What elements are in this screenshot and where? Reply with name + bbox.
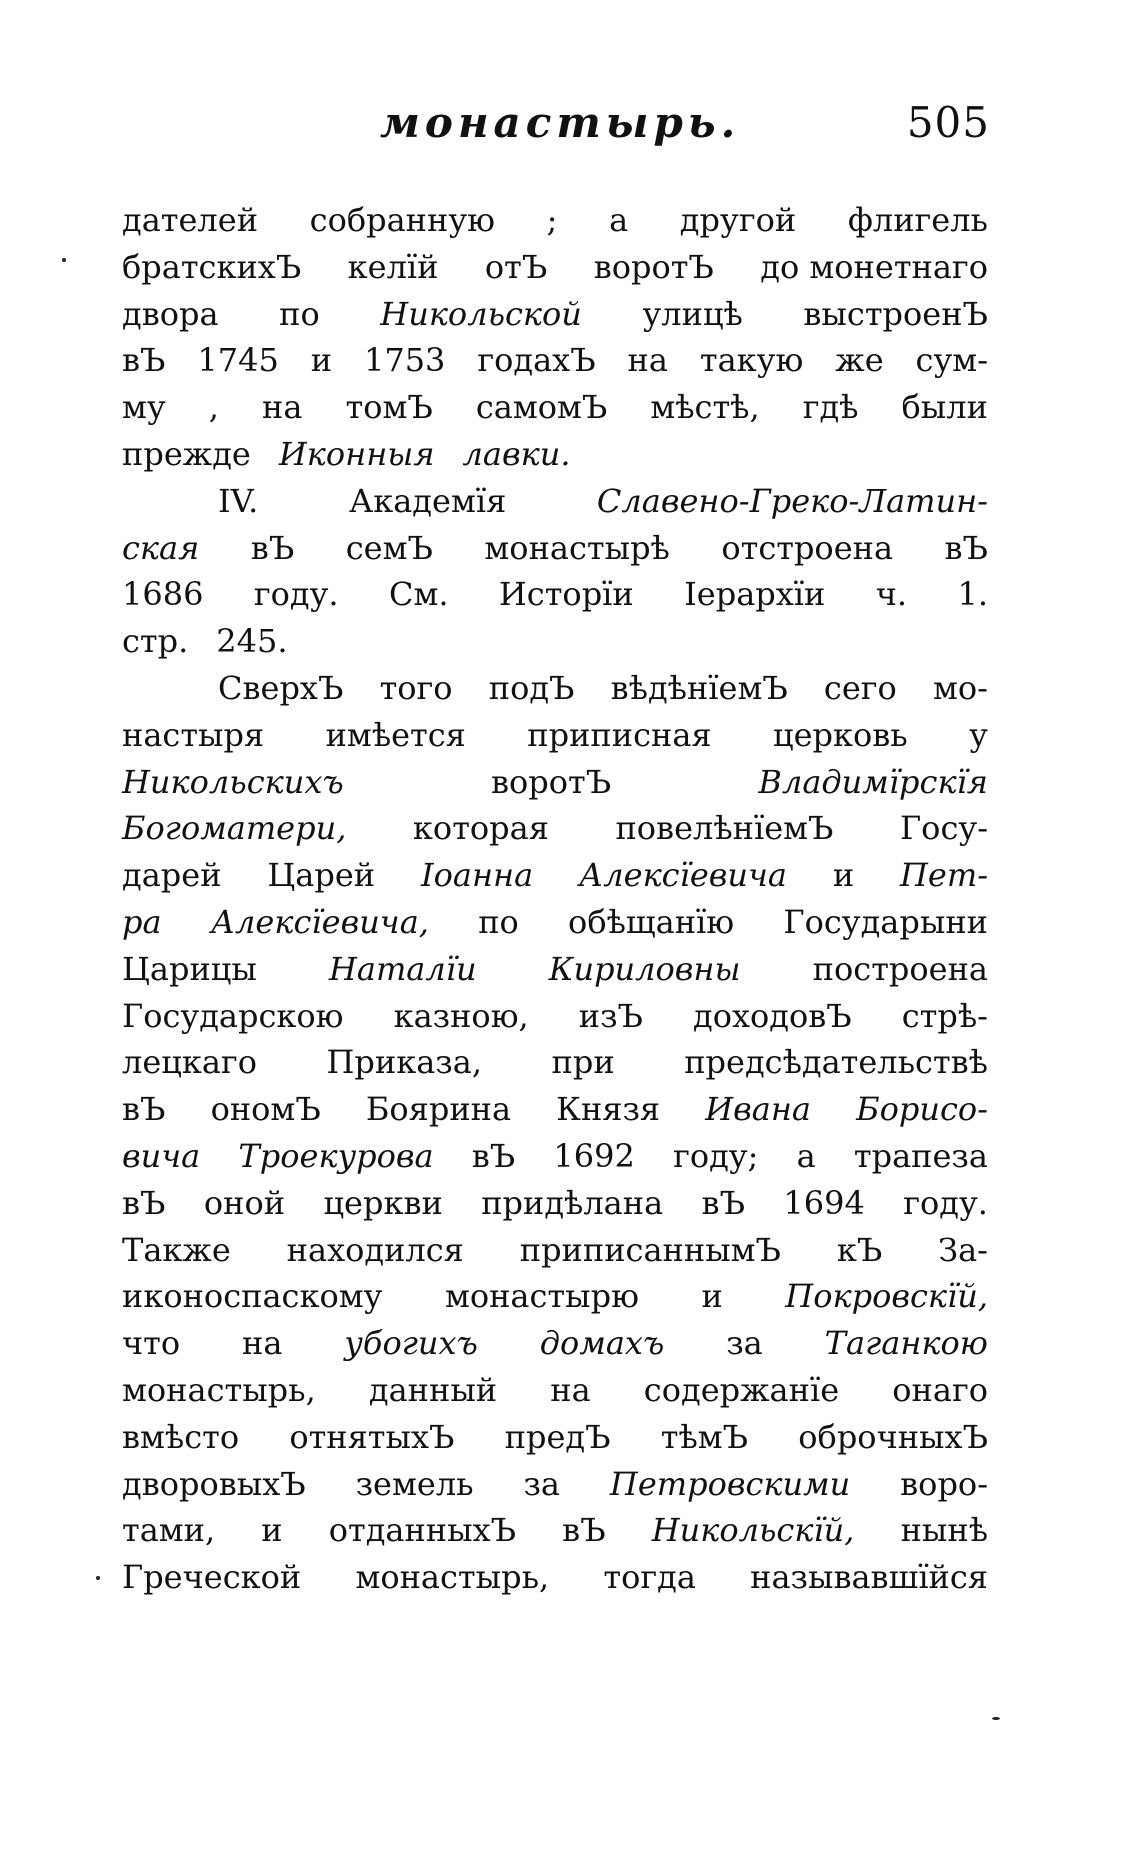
- word: Троекурова: [238, 1136, 434, 1175]
- word: тогда: [603, 1558, 696, 1597]
- text-line: [122, 1086, 988, 1133]
- word: Iоанна: [420, 856, 534, 895]
- text-line: [122, 946, 988, 993]
- word: Боярина: [365, 1090, 512, 1129]
- word: 1745: [197, 341, 279, 380]
- word: Таганкою: [824, 1324, 988, 1363]
- word: Государскою: [122, 996, 344, 1035]
- word: на: [627, 341, 668, 380]
- word: тами,: [122, 1511, 216, 1550]
- word: вмѣсто: [122, 1417, 240, 1456]
- word: казною,: [393, 996, 529, 1035]
- word: двора: [122, 294, 219, 333]
- word: повелѣнїемЪ: [615, 809, 834, 848]
- text-line: [122, 1133, 988, 1180]
- word: находился: [286, 1230, 464, 1269]
- word: на: [550, 1370, 591, 1409]
- word: 245.: [216, 622, 288, 661]
- word: оной: [203, 1183, 286, 1222]
- word: отнятыхЪ: [289, 1417, 455, 1456]
- word: иконоспаскому: [122, 1277, 383, 1316]
- word: на: [242, 1324, 283, 1363]
- word: предсѣдательствѣ: [684, 1043, 988, 1082]
- word: дателей: [122, 201, 259, 239]
- word: оброчныхЪ: [798, 1417, 988, 1456]
- text-line: [122, 1273, 988, 1320]
- word: и: [832, 856, 855, 895]
- word: которая: [412, 809, 549, 848]
- print-speck: [96, 1576, 100, 1580]
- word: вЪ: [122, 1183, 166, 1222]
- word: Алексїевича,: [210, 902, 429, 941]
- word: Борисо-: [856, 1090, 988, 1129]
- text-line: [122, 244, 988, 291]
- word: Ивана: [705, 1090, 811, 1129]
- word: сего: [823, 668, 897, 707]
- word: 1694: [783, 1183, 865, 1222]
- word: вЪ: [701, 1183, 745, 1222]
- word: отстроена: [721, 528, 894, 567]
- word: См.: [388, 575, 449, 614]
- word: ч.: [875, 575, 908, 614]
- word: Славено-Греко-Латин-: [596, 481, 988, 520]
- running-head-title: монастырь.: [380, 98, 741, 147]
- word: Наталїи: [328, 949, 477, 988]
- word: вЪ: [250, 528, 295, 567]
- word: Iерархїи: [684, 575, 826, 614]
- word: 1692: [553, 1136, 635, 1175]
- word: у: [969, 715, 988, 754]
- word: монастырь,: [122, 1370, 316, 1409]
- word: построена: [812, 949, 988, 988]
- word: придѣлана: [481, 1183, 664, 1222]
- text-line: [122, 665, 988, 712]
- word: вѣдѣнїемЪ: [610, 668, 788, 707]
- word: стр.: [122, 622, 189, 661]
- word: убогихъ: [344, 1324, 478, 1363]
- word: же: [835, 341, 884, 380]
- word: Приказа,: [326, 1043, 482, 1082]
- word: Государыни: [783, 902, 988, 941]
- word: му: [122, 388, 166, 427]
- text-line: [122, 759, 988, 806]
- word: доходовЪ: [693, 996, 852, 1035]
- text-line: [122, 1320, 988, 1367]
- word: прежде: [122, 434, 251, 473]
- word: земель: [355, 1464, 474, 1503]
- word: по: [478, 902, 519, 941]
- body-text: [122, 197, 988, 1601]
- text-line: [122, 571, 988, 618]
- text-line: [122, 431, 988, 478]
- word: отЪ: [484, 247, 548, 286]
- word: ра: [122, 902, 162, 941]
- text-line: [122, 1367, 988, 1414]
- print-speck: [62, 258, 66, 262]
- word: приписная: [527, 715, 712, 754]
- word: Иконныя: [278, 434, 435, 473]
- word: году;: [673, 1136, 759, 1175]
- word: дарей: [122, 856, 222, 895]
- text-line: [122, 478, 988, 525]
- word: монастырю: [444, 1277, 639, 1316]
- word: году.: [903, 1183, 988, 1222]
- word: и: [701, 1277, 723, 1316]
- word: воротЪ: [490, 762, 612, 801]
- word: томЪ: [345, 388, 433, 427]
- word: улицѣ: [642, 294, 743, 333]
- word: содержанїе: [643, 1370, 840, 1409]
- word: лавки.: [462, 434, 571, 473]
- word: кЪ: [836, 1230, 883, 1269]
- word: церкви: [323, 1183, 443, 1222]
- print-speck: [992, 1717, 1000, 1720]
- word: Греческой: [122, 1558, 302, 1597]
- text-line: [122, 337, 988, 384]
- word: Князя: [556, 1090, 661, 1129]
- word: 1753: [363, 341, 446, 380]
- word: а: [796, 1136, 816, 1175]
- text-line: [122, 1414, 988, 1461]
- text-line: [122, 993, 988, 1040]
- word: 1686: [122, 575, 204, 614]
- word: ономЪ: [210, 1090, 321, 1129]
- word: 1.: [957, 575, 988, 614]
- word: такую: [699, 341, 804, 380]
- word: стрѣ-: [901, 996, 988, 1035]
- text-line: [122, 899, 988, 946]
- word: За-: [938, 1230, 988, 1269]
- word: другой: [679, 201, 797, 239]
- word: выстроенЪ: [803, 294, 988, 333]
- word: монастырь,: [355, 1558, 550, 1597]
- word: братскихЪ: [122, 247, 302, 286]
- word: самомЪ: [475, 388, 608, 427]
- word: онаго: [892, 1370, 988, 1409]
- word: годахЪ: [477, 341, 596, 380]
- word: вЪ: [944, 528, 988, 567]
- text-line: [122, 1507, 988, 1554]
- word: Пет-: [900, 856, 988, 895]
- word: Никольской: [380, 294, 582, 333]
- word: по: [279, 294, 320, 333]
- word: и: [310, 341, 333, 380]
- word: Владимїрскїя: [758, 762, 988, 801]
- word: Кириловны: [548, 949, 741, 988]
- text-line: [122, 1554, 988, 1601]
- word: были: [901, 388, 988, 427]
- word: Богоматери,: [122, 809, 347, 848]
- word: вЪ: [471, 1136, 516, 1175]
- word: ,: [208, 388, 219, 427]
- word: году.: [253, 575, 339, 614]
- word: за: [523, 1464, 560, 1503]
- page-number: 505: [906, 98, 990, 147]
- word: предЪ: [504, 1417, 611, 1456]
- word: собранную: [309, 201, 496, 239]
- word: Алексїевича: [579, 856, 787, 895]
- word: вЪ: [122, 341, 166, 380]
- text-line: [122, 712, 988, 759]
- word: воро-: [900, 1464, 988, 1503]
- word: а: [609, 201, 629, 239]
- word: и: [261, 1511, 283, 1550]
- word: подЪ: [488, 668, 575, 707]
- word: до монетнаго: [760, 247, 988, 286]
- word: Никольскїй,: [651, 1511, 855, 1550]
- word: СверхЪ: [218, 668, 344, 707]
- text-line: [122, 197, 988, 244]
- word: данный: [368, 1370, 498, 1409]
- text-line: [122, 1461, 988, 1508]
- word: отданныхЪ: [328, 1511, 517, 1550]
- word: Царей: [267, 856, 376, 895]
- word: гдѣ: [802, 388, 859, 427]
- text-line: [122, 1180, 988, 1227]
- word: на: [262, 388, 303, 427]
- word: Также: [122, 1230, 231, 1269]
- word: изЪ: [578, 996, 643, 1035]
- word: сум-: [915, 341, 988, 380]
- word: Петровскими: [609, 1464, 851, 1503]
- word: Исторїи: [498, 575, 634, 614]
- text-line: [122, 1227, 988, 1274]
- word: вича: [122, 1136, 201, 1175]
- word: дворовыхЪ: [122, 1464, 306, 1503]
- running-head: [380, 98, 990, 154]
- word: Госу-: [899, 809, 988, 848]
- text-line: [122, 1039, 988, 1086]
- word: тѣмЪ: [660, 1417, 749, 1456]
- word: Академїя: [348, 481, 507, 520]
- text-line: [122, 852, 988, 899]
- word: церковь: [773, 715, 908, 754]
- word: воротЪ: [593, 247, 714, 286]
- word: приписаннымЪ: [519, 1230, 781, 1269]
- word: настыря: [122, 715, 265, 754]
- word: ская: [122, 528, 200, 567]
- text-line: [122, 525, 988, 572]
- word: лецкаго: [122, 1043, 257, 1082]
- word: нынѣ: [900, 1511, 988, 1550]
- word: того: [379, 668, 453, 707]
- word: Царицы: [122, 949, 257, 988]
- text-line: [122, 384, 988, 431]
- word: мѣстѣ,: [650, 388, 760, 427]
- word: вЪ: [122, 1090, 166, 1129]
- word: домахъ: [539, 1324, 665, 1363]
- word: семЪ: [345, 528, 433, 567]
- word: что: [122, 1324, 181, 1363]
- text-line: [122, 805, 988, 852]
- word: IV.: [218, 481, 259, 520]
- word: ;: [546, 201, 558, 239]
- word: мо-: [932, 668, 988, 707]
- word: вЪ: [562, 1511, 606, 1550]
- word: имѣется: [325, 715, 466, 754]
- word: называвшїйся: [750, 1558, 988, 1597]
- word: монастырѣ: [484, 528, 670, 567]
- word: Покровскїй,: [785, 1277, 988, 1316]
- word: обѣщанїю: [568, 902, 735, 941]
- word: келїй: [347, 247, 439, 286]
- word: флигель: [847, 201, 988, 239]
- text-line: [122, 618, 988, 665]
- word: Никольскихъ: [122, 762, 344, 801]
- text-line: [122, 291, 988, 338]
- word: при: [551, 1043, 615, 1082]
- word: трапеза: [853, 1136, 988, 1175]
- word: за: [726, 1324, 763, 1363]
